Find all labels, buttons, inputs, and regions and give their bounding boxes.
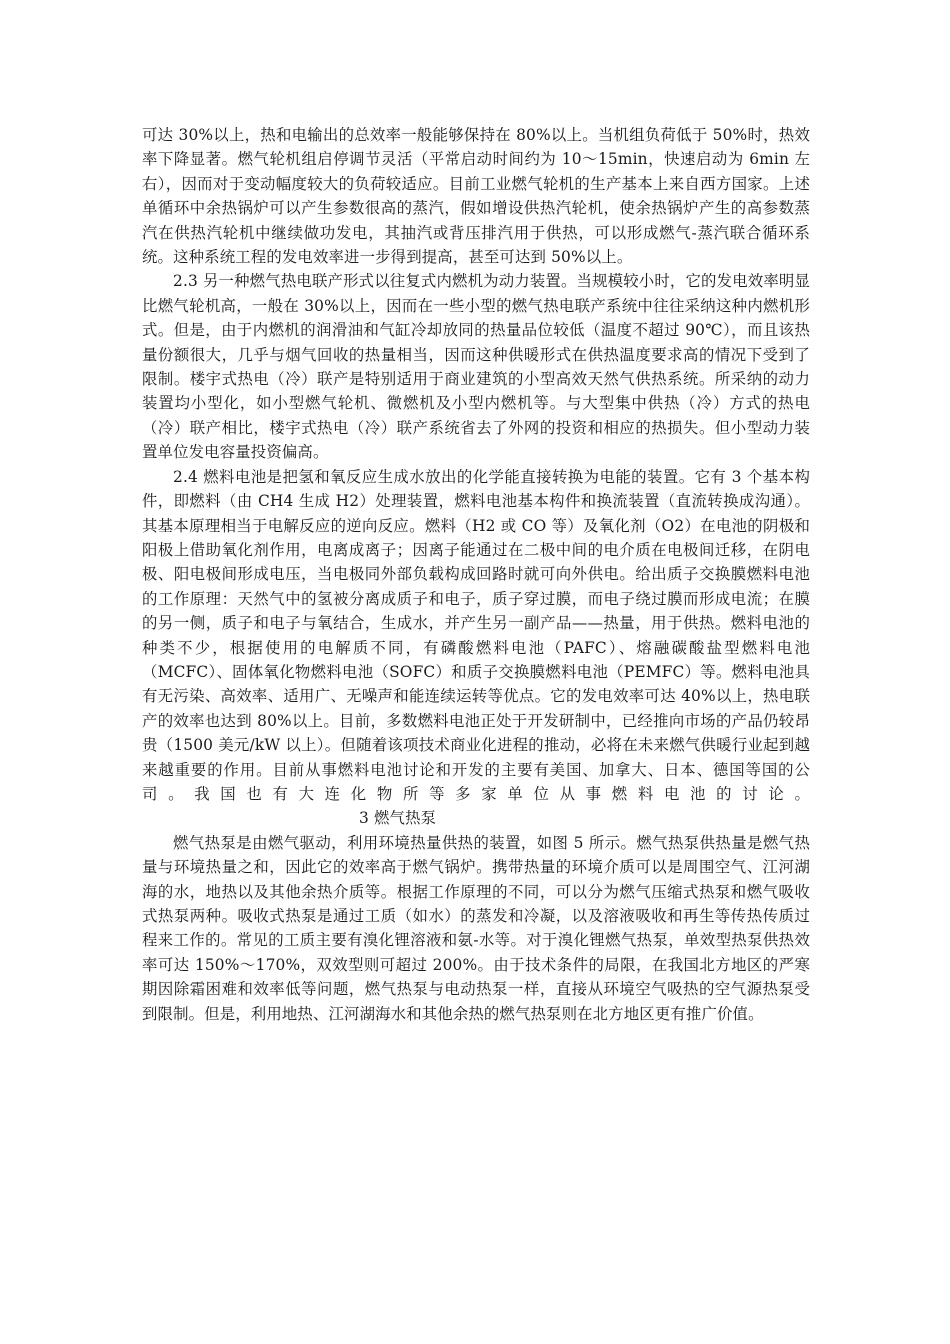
- paragraph-gas-heat-pump: [142, 831, 810, 1026]
- paragraph-text: 可达 30%以上，热和电输出的总效率一般能够保持在 80%以上。当机组负荷低于 50%时，热效率下降显著。燃气轮机组启停调节灵活（平常启动时间约为 10～15min，快速启动为 6min 左右），因而对于变动幅度较大的负荷较适应。目前工业燃气轮机的生产基本上来自西方国家。上述单循环中余热锅炉可以产生参数很高的蒸汽，假如增设供热汽轮机，使余热锅炉产生的高参数蒸汽在供热汽轮机中继续做功发电，其抽汽或背压排汽用于供热，可以形成燃气-蒸汽联合循环系统。这种系统工程的发电效率进一步得到提高，甚至可达到 50%以上。: [142, 126, 810, 267]
- paragraph-text: 燃气热泵是由燃气驱动，利用环境热量供热的装置，如图 5 所示。燃气热泵供热量是燃气热量与环境热量之和，因此它的效率高于燃气锅炉。携带热量的环境介质可以是周围空气、江河湖海的水，地热以及其他余热介质等。根据工作原理的不同，可以分为燃气压缩式热泵和燃气吸收式热泵两种。吸收式热泵是通过工质（如水）的蒸发和冷凝，以及溶液吸收和再生等传热传质过程来工作的。常见的工质主要有溴化锂溶液和氨-水等。对于溴化锂燃气热泵，单效型热泵供热效率可达 150%～170%，双效型则可超过 200%。由于技术条件的局限，在我国北方地区的严寒期因除霜困难和效率低等问题，燃气热泵与电动热泵一样，直接从环境空气吸热的空气源热泵受到限制。但是，利用地热、江河湖海水和其他余热的燃气热泵则在北方地区更有推广价值。: [142, 833, 810, 1023]
- paragraph-text: 2.4 燃料电池是把氢和氧反应生成水放出的化学能直接转换为电能的装置。它有 3 个基本构件，即燃料（由 CH4 生成 H2）处理装置，燃料电池基本构件和换流装置（直流转换成沟通）。其基本原理相当于电解反应的逆向反应。燃料（H2 或 CO 等）及氧化剂（O2）在电池的阴极和阳极上借助氧化剂作用，电离成离子；因离子能通过在二极中间的电介质在电极间迁移，在阴电极、阳电极间形成电压，当电极同外部负载构成回路时就可向外供电。给出质子交换膜燃料电池的工作原理：天然气中的氢被分离成质子和电子，质子穿过膜，而电子绕过膜而形成电流；在膜的另一侧，质子和电子与氧结合，生成水，并产生另一副产品——热量，用于供热。燃料电池的种类不少，根据使用的电解质不同，有磷酸燃料电池（PAFC）、熔融碳酸盐型燃料电池（MCFC）、固体氧化物燃料电池（SOFC）和质子交换膜燃料电池（PEMFC）等。燃料电池具有无污染、高效率、适用广、无噪声和能连续运转等优点。它的发电效率可达 40%以上，热电联产的效率也达到 80%以上。目前，多数燃料电池正处于开发研制中，已经推向市场的产品仍较昂贵（1500 美元/kW 以上）。但随着该项技术商业化进程的推动，必将在未来燃气供暖行业起到越来越重要的作用。目前从事燃料电池讨论和开发的主要有美国、加拿大、日本、德国等国的公司。我国也有大连化物所等多家单位从事燃料电池的讨论。: [142, 467, 810, 803]
- paragraph-internal-combustion-engine: [142, 269, 810, 464]
- document-page: [142, 123, 810, 1026]
- section-heading-gas-heat-pump: 3 燃气热泵: [359, 809, 437, 828]
- paragraph-gas-turbine-continued: [142, 123, 810, 269]
- paragraph-text: 2.3 另一种燃气热电联产形式以往复式内燃机为动力装置。当规模较小时，它的发电效率明显比燃气轮机高，一般在 30%以上，因而在一些小型的燃气热电联产系统中往往采纳这种内燃机形式。但是，由于内燃机的润滑油和气缸冷却放同的热量品位较低（温度不超过 90℃），而且该热量份额很大，几乎与烟气回收的热量相当，因而这种供暖形式在供热温度要求高的情况下受到了限制。楼宇式热电（冷）联产是特别适用于商业建筑的小型高效天然气供热系统。所采纳的动力装置均小型化，如小型燃气轮机、微燃机及小型内燃机等。与大型集中供热（冷）方式的热电（冷）联产相比，楼宇式热电（冷）联产系统省去了外网的投资和相应的热损失。但小型动力装置单位发电容量投资偏高。: [142, 272, 810, 462]
- paragraph-fuel-cell: [142, 465, 810, 831]
